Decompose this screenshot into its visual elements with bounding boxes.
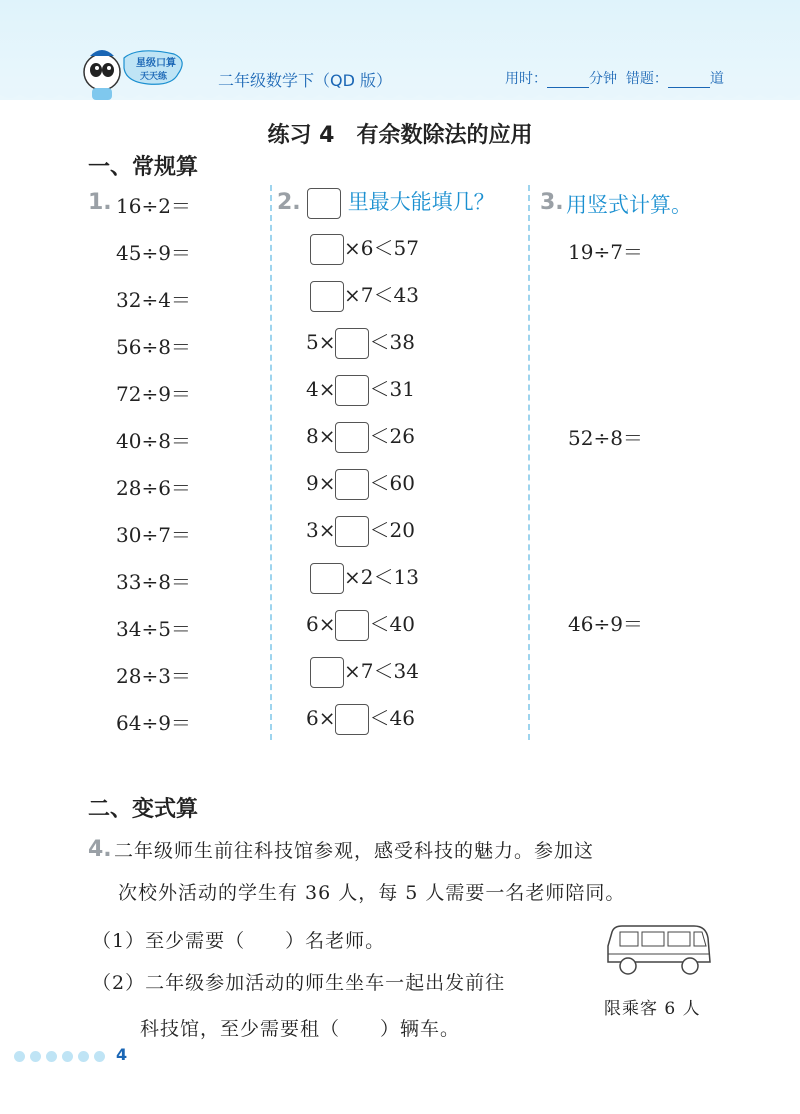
column-divider — [528, 185, 530, 740]
q2-item-suffix: ＜38 — [369, 330, 415, 354]
q1-item: 45÷9＝ — [116, 241, 191, 265]
q2-item-prefix: 4× — [306, 377, 336, 401]
q2-item — [306, 608, 415, 641]
van-icon — [604, 922, 714, 982]
answer-box[interactable] — [310, 281, 344, 312]
q2-item — [310, 232, 419, 265]
q2-item — [306, 326, 415, 359]
q2-item — [306, 373, 415, 406]
answer-box[interactable] — [310, 563, 344, 594]
answer-box-icon — [307, 188, 341, 219]
q4-line-1: 二年级师生前往科技馆参观，感受科技的魅力。参加这 — [114, 840, 595, 862]
q2-item-suffix: ＜40 — [369, 612, 415, 636]
column-divider — [270, 185, 272, 740]
q1-item: 56÷8＝ — [116, 335, 191, 359]
q3-item: 19÷7＝ — [568, 240, 643, 264]
q1-item: 30÷7＝ — [116, 523, 191, 547]
answer-box[interactable] — [335, 516, 369, 547]
q2-item — [310, 279, 419, 312]
answer-box[interactable] — [310, 234, 344, 265]
q2-item — [310, 655, 419, 688]
q1-item: 33÷8＝ — [116, 570, 191, 594]
error-blank[interactable] — [668, 74, 710, 88]
q2-item-prefix: 6× — [306, 706, 336, 730]
q2-item — [306, 420, 415, 453]
time-blank[interactable] — [547, 74, 589, 88]
q2-item-suffix: ×6＜57 — [344, 236, 419, 260]
answer-box[interactable] — [335, 328, 369, 359]
q4-part-2-line-1: （2）二年级参加活动的师生坐车一起出发前往 — [92, 972, 506, 994]
error-unit: 道 — [709, 71, 724, 87]
q2-instruction — [307, 186, 495, 219]
q3-number: 3. — [540, 190, 564, 215]
q1-number: 1. — [88, 190, 112, 215]
page-title: 练习 4 有余数除法的应用 — [267, 123, 533, 148]
q2-item — [306, 702, 415, 735]
q2-instruction-text: 里最大能填几？ — [347, 190, 495, 214]
q1-item: 32÷4＝ — [116, 288, 191, 312]
q1-item: 28÷6＝ — [116, 476, 191, 500]
q2-number: 2. — [277, 190, 301, 215]
q1-item: 34÷5＝ — [116, 617, 191, 641]
q2-item — [310, 561, 419, 594]
logo-text-top: 星级口算 — [136, 58, 176, 69]
mascot-logo — [78, 44, 218, 104]
q2-item-suffix: ＜31 — [369, 377, 415, 401]
q1-item: 72÷9＝ — [116, 382, 191, 406]
q2-item-prefix: 3× — [306, 518, 336, 542]
q2-item-prefix: 6× — [306, 612, 336, 636]
q2-item-suffix: ×7＜43 — [344, 283, 419, 307]
footer-decoration — [14, 1047, 110, 1066]
q2-item — [306, 467, 415, 500]
answer-box[interactable] — [335, 422, 369, 453]
q1-item: 28÷3＝ — [116, 664, 191, 688]
q2-item-suffix: ＜46 — [369, 706, 415, 730]
answer-box[interactable] — [310, 657, 344, 688]
q2-item-suffix: ＜20 — [369, 518, 415, 542]
q2-item-suffix: ＜26 — [369, 424, 415, 448]
section-1-title: 一、常规算 — [88, 155, 199, 180]
q2-item-prefix: 8× — [306, 424, 336, 448]
van-caption: 限乘客 6 人 — [604, 999, 701, 1019]
q4-part-1[interactable]: （1）至少需要（ ）名老师。 — [92, 930, 386, 952]
answer-box[interactable] — [335, 375, 369, 406]
q4-number: 4. — [88, 837, 112, 862]
q4-part-2-line-2[interactable]: 科技馆，至少需要租（ ）辆车。 — [140, 1018, 461, 1040]
section-2-title: 二、变式算 — [88, 797, 199, 822]
time-label: 用时： — [505, 71, 547, 87]
timing-record — [505, 68, 724, 88]
q2-item-prefix: 5× — [306, 330, 336, 354]
q1-item: 16÷2＝ — [116, 194, 191, 218]
answer-box[interactable] — [335, 469, 369, 500]
logo-text-bottom: 天天练 — [140, 72, 168, 82]
q1-item: 40÷8＝ — [116, 429, 191, 453]
q2-item-suffix: ×2＜13 — [344, 565, 419, 589]
book-title: 二年级数学下（QD 版） — [218, 71, 393, 90]
q3-item: 52÷8＝ — [568, 426, 643, 450]
q2-item-prefix: 9× — [306, 471, 336, 495]
q2-item-suffix: ×7＜34 — [344, 659, 419, 683]
error-label: 错题： — [625, 71, 668, 87]
page-number: 4 — [116, 1045, 128, 1064]
q2-item — [306, 514, 415, 547]
q4-line-2: 次校外活动的学生有 36 人，每 5 人需要一名老师陪同。 — [118, 882, 626, 904]
answer-box[interactable] — [335, 610, 369, 641]
q3-instruction: 用竖式计算。 — [566, 193, 692, 217]
q2-item-suffix: ＜60 — [369, 471, 415, 495]
q3-item: 46÷9＝ — [568, 612, 643, 636]
time-unit: 分钟 — [589, 71, 617, 87]
answer-box[interactable] — [335, 704, 369, 735]
q1-item: 64÷9＝ — [116, 711, 191, 735]
